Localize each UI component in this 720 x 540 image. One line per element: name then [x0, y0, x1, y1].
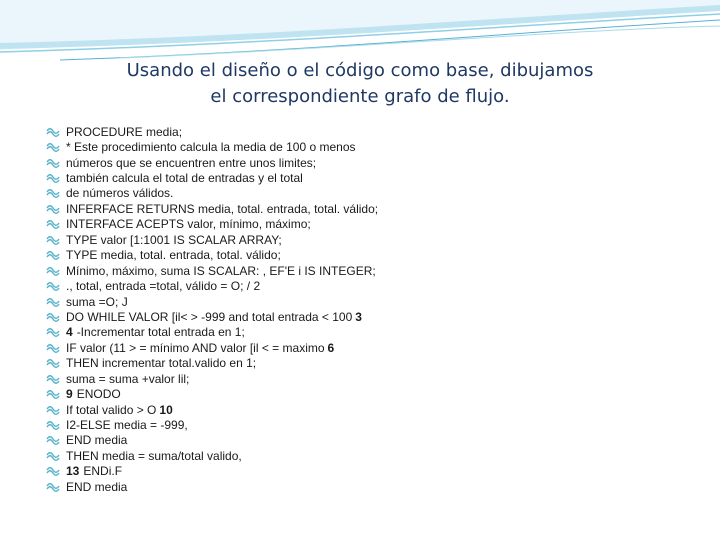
code-line-text: Mínimo, máximo, suma IS SCALAR: , EF'E i IS INTEGER;: [66, 263, 376, 278]
code-line: [46, 217, 466, 232]
code-line: [46, 201, 466, 216]
code-line: [46, 278, 466, 293]
wave-bullet-icon: [46, 127, 60, 137]
wave-bullet-icon: [46, 374, 60, 384]
code-line: [46, 340, 466, 355]
wave-bullet-icon: [46, 173, 60, 183]
wave-bullet-icon: [46, 343, 60, 353]
code-line: [46, 433, 466, 448]
wave-bullet-icon: [46, 281, 60, 291]
code-line: [46, 263, 466, 278]
title-line-2: el correspondiente grafo de flujo.: [210, 86, 510, 107]
node-number: 3: [355, 309, 362, 324]
code-line: [46, 309, 466, 324]
wave-bullet-icon: [46, 297, 60, 307]
code-line-text: ., total, entrada =total, válido = O; / 2: [66, 279, 261, 294]
node-number: 9: [66, 387, 73, 402]
wave-bullet-icon: [46, 482, 60, 492]
wave-bullet-icon: [46, 405, 60, 415]
node-number: 6: [327, 340, 335, 355]
code-line-text: THEN media = suma/total valido,: [66, 448, 242, 463]
code-line: [46, 448, 466, 463]
code-line-text: END media: [66, 433, 128, 448]
wave-bullet-icon: [46, 204, 60, 214]
code-line-text: INFERFACE RETURNS media, total. entrada, total. válido;: [66, 201, 379, 216]
wave-bullet-icon: [46, 235, 60, 245]
code-line-text: números que se encuentren entre unos limites;: [66, 155, 317, 170]
code-line: [46, 248, 466, 263]
code-line-text: IF valor (11 > = mínimo AND valor [il < = maximo: [66, 340, 325, 355]
code-line: [46, 232, 466, 247]
code-line-text: ENODO: [76, 387, 121, 402]
code-line: [46, 371, 466, 386]
code-line: [46, 139, 466, 154]
wave-bullet-icon: [46, 451, 60, 461]
code-line-text: END media: [66, 479, 128, 494]
code-line: [46, 186, 466, 201]
code-line-text: también calcula el total de entradas y el total: [66, 171, 303, 186]
code-line: [46, 386, 466, 401]
code-line: [46, 464, 466, 479]
node-number: 13: [66, 464, 80, 479]
code-line-text: INTERFACE ACEPTS valor, mínimo, máximo;: [66, 217, 311, 232]
code-line: [46, 325, 466, 340]
code-line-text: If total valido > O: [66, 402, 157, 417]
wave-bullet-icon: [46, 142, 60, 152]
code-line: [46, 417, 466, 432]
code-line: [46, 124, 466, 139]
code-line-text: THEN incrementar total.valido en 1;: [66, 356, 257, 371]
code-line: [46, 402, 466, 417]
code-line: [46, 356, 466, 371]
code-line-text: -Incrementar total entrada en 1;: [76, 325, 245, 340]
node-number: 4: [66, 325, 73, 340]
wave-bullet-icon: [46, 327, 60, 337]
code-line-text: PROCEDURE media;: [66, 124, 183, 139]
wave-bullet-icon: [46, 358, 60, 368]
code-line-text: TYPE valor [1:1001 IS SCALAR ARRAY;: [66, 232, 282, 247]
wave-bullet-icon: [46, 250, 60, 260]
wave-bullet-icon: [46, 158, 60, 168]
wave-bullet-icon: [46, 312, 60, 322]
code-line: [46, 170, 466, 185]
wave-bullet-icon: [46, 219, 60, 229]
code-line-text: suma = suma +valor lil;: [66, 371, 190, 386]
code-line-text: suma =O; J: [66, 294, 128, 309]
code-line: [46, 155, 466, 170]
code-line-text: TYPE media, total. entrada, total. válido;: [66, 248, 281, 263]
wave-bullet-icon: [46, 435, 60, 445]
wave-bullet-icon: [46, 266, 60, 276]
wave-bullet-icon: [46, 466, 60, 476]
title-line-1: Usando el diseño o el código como base, dibujamos: [126, 60, 594, 81]
code-line-text: I2-ELSE media = -999,: [66, 418, 188, 433]
code-line-text: DO WHILE VALOR [il< > -999 and total entrada < 100: [66, 309, 353, 324]
slide-title: [60, 58, 660, 110]
wave-bullet-icon: [46, 420, 60, 430]
wave-bullet-icon: [46, 188, 60, 198]
code-line-text: de números válidos.: [66, 186, 174, 201]
wave-bullet-icon: [46, 389, 60, 399]
code-listing: [46, 124, 466, 495]
code-line: [46, 294, 466, 309]
code-line-text: * Este procedimiento calcula la media de 100 o menos: [66, 140, 356, 155]
node-number: 10: [159, 402, 173, 417]
code-line: [46, 479, 466, 494]
code-line-text: ENDi.F: [83, 464, 123, 479]
